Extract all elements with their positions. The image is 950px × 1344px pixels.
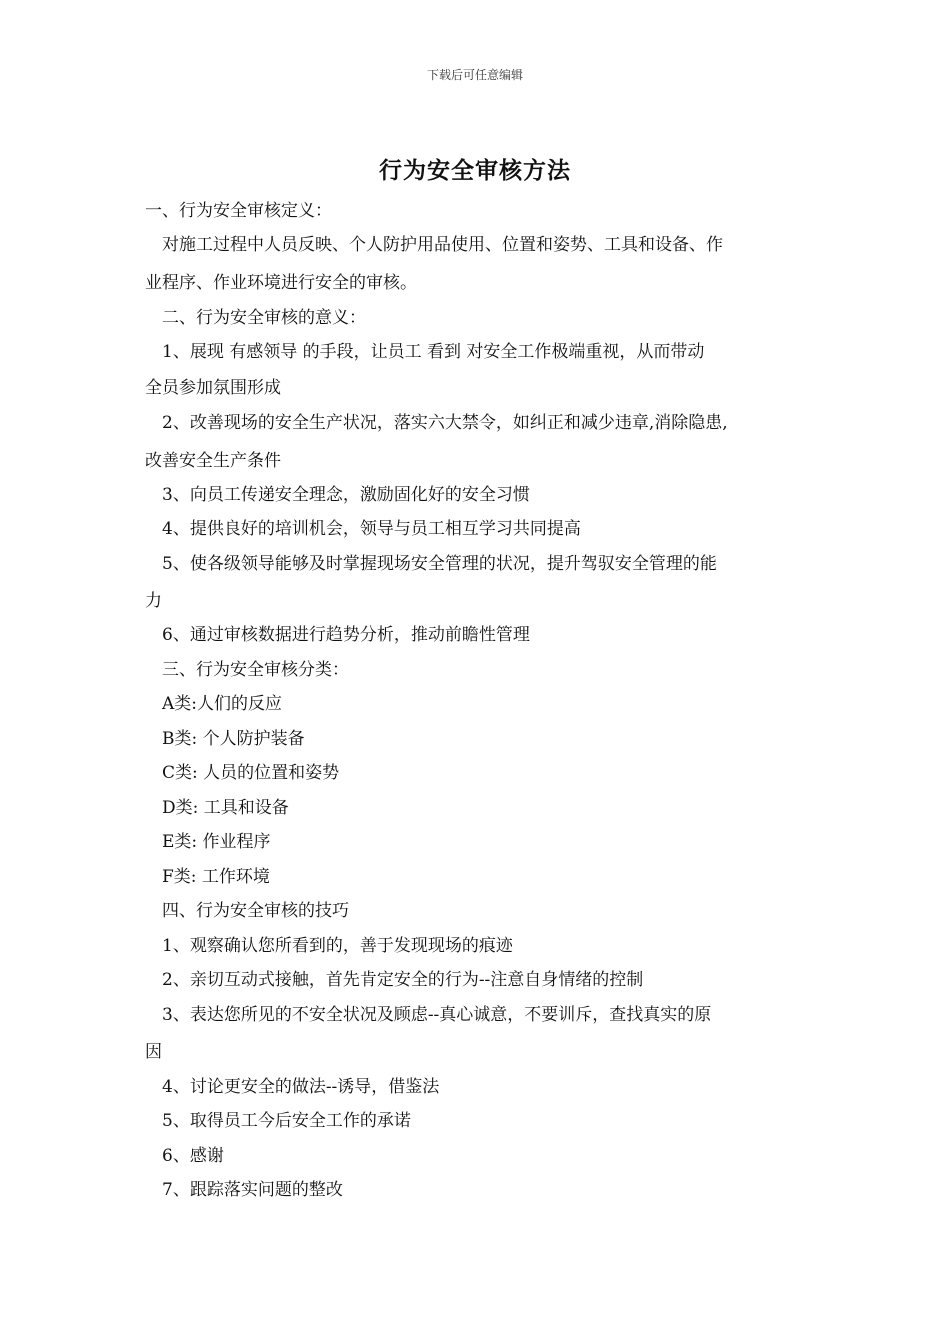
list-item: 2、亲切互动式接触，首先肯定安全的行为--注意自身情绪的控制 <box>145 970 644 990</box>
list-item: 5、取得员工今后安全工作的承诺 <box>145 1111 411 1131</box>
list-item-continuation: 改善安全生产条件 <box>145 451 281 471</box>
section-heading-significance: 二、行为安全审核的意义： <box>145 308 366 328</box>
list-item-continuation: 因 <box>145 1042 162 1062</box>
category-item: D类: 工具和设备 <box>145 798 289 818</box>
header-note: 下载后可任意编辑 <box>426 68 523 82</box>
category-item: F类: 工作环境 <box>145 867 270 887</box>
category-item: E类: 作业程序 <box>145 832 271 852</box>
document-title: 行为安全审核方法 <box>379 157 571 184</box>
list-item: 3、向员工传递安全理念，激励固化好的安全习惯 <box>145 485 530 505</box>
list-item-continuation: 全员参加氛围形成 <box>145 378 281 398</box>
list-item-continuation: 力 <box>145 591 162 611</box>
list-item: 3、表达您所见的不安全状况及顾虑--真心诚意，不要训斥，查找真实的原 <box>145 1005 712 1025</box>
list-item: 5、使各级领导能够及时掌握现场安全管理的状况，提升驾驭安全管理的能 <box>145 554 717 574</box>
list-item: 1、展现 有感领导 的手段，让员工 看到 对安全工作极端重视，从而带动 <box>145 342 705 362</box>
list-item: 2、改善现场的安全生产状况，落实六大禁令，如纠正和减少违章,消除隐患, <box>145 413 728 433</box>
section-heading-definition: 一、行为安全审核定义： <box>145 201 332 221</box>
paragraph-line: 对施工过程中人员反映、个人防护用品使用、位置和姿势、工具和设备、作 <box>145 235 723 255</box>
category-item: A类:人们的反应 <box>145 694 283 714</box>
list-item: 4、提供良好的培训机会，领导与员工相互学习共同提高 <box>145 519 581 539</box>
section-heading-techniques: 四、行为安全审核的技巧 <box>145 901 349 921</box>
section-heading-classification: 三、行为安全审核分类： <box>145 660 349 680</box>
list-item: 1、观察确认您所看到的，善于发现现场的痕迹 <box>145 936 513 956</box>
category-item: C类: 人员的位置和姿势 <box>145 763 340 783</box>
list-item: 4、讨论更安全的做法--诱导，借鉴法 <box>145 1077 440 1097</box>
paragraph-line: 业程序、作业环境进行安全的审核。 <box>145 273 417 293</box>
list-item: 7、跟踪落实问题的整改 <box>145 1180 343 1200</box>
list-item: 6、通过审核数据进行趋势分析，推动前瞻性管理 <box>145 625 530 645</box>
category-item: B类: 个人防护装备 <box>145 729 305 749</box>
list-item: 6、感谢 <box>145 1146 224 1166</box>
